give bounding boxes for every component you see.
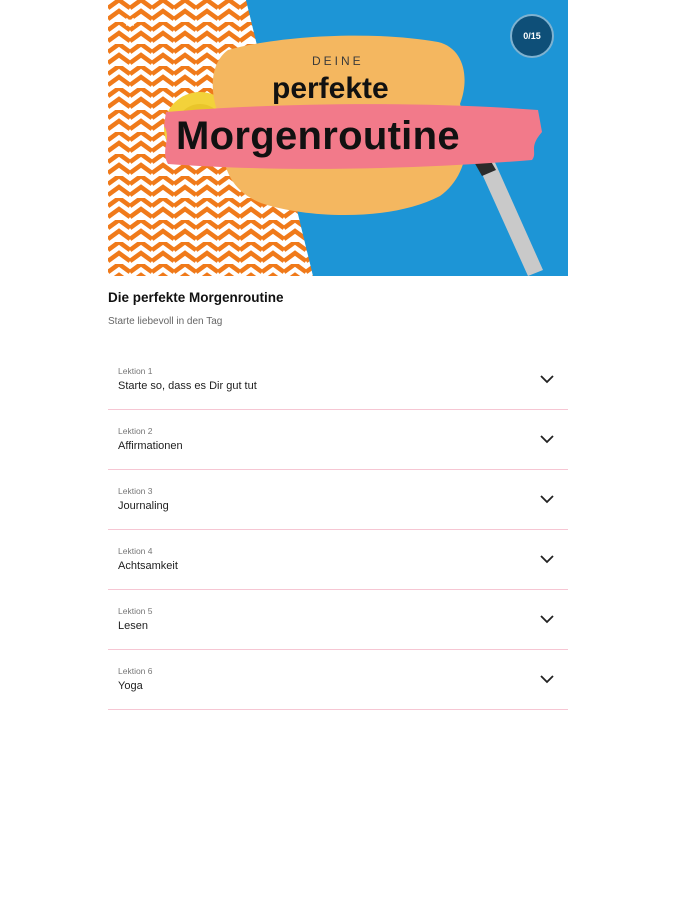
lesson-item-5[interactable] <box>108 590 568 650</box>
lesson-item-4[interactable] <box>108 530 568 590</box>
lesson-item-2[interactable] <box>108 410 568 470</box>
lesson-title: Achtsamkeit <box>118 560 178 572</box>
chevron-down-icon[interactable] <box>538 610 556 628</box>
lesson-item-3[interactable] <box>108 470 568 530</box>
lesson-number: Lektion 1 <box>118 366 153 376</box>
lesson-title: Starte so, dass es Dir gut tut <box>118 380 257 392</box>
lesson-title: Affirmationen <box>118 440 183 452</box>
lesson-item-1[interactable] <box>108 350 568 410</box>
hero-kicker-text: DEINE <box>312 54 364 68</box>
lesson-number: Lektion 5 <box>118 606 153 616</box>
course-subtitle: Starte liebevoll in den Tag <box>108 316 223 327</box>
lesson-number: Lektion 2 <box>118 426 153 436</box>
chevron-down-icon[interactable] <box>538 430 556 448</box>
close-icon: ✕ <box>124 14 136 30</box>
hero-headline-top: perfekte <box>272 72 389 105</box>
chevron-down-icon[interactable] <box>538 550 556 568</box>
lesson-list <box>108 350 568 710</box>
progress-count: 0/15 <box>523 31 541 41</box>
lesson-number: Lektion 4 <box>118 546 153 556</box>
lesson-item-6[interactable] <box>108 650 568 710</box>
course-hero-image <box>108 0 568 276</box>
lesson-title: Yoga <box>118 680 143 692</box>
hero-headline-main: Morgenroutine <box>176 114 460 158</box>
course-title: Die perfekte Morgenroutine <box>108 290 284 305</box>
lesson-title: Lesen <box>118 620 148 632</box>
chevron-down-icon[interactable] <box>538 370 556 388</box>
lesson-number: Lektion 3 <box>118 486 153 496</box>
chevron-down-icon[interactable] <box>538 490 556 508</box>
lesson-title: Journaling <box>118 500 169 512</box>
app-screen <box>108 0 568 900</box>
close-button[interactable] <box>120 12 140 32</box>
progress-badge <box>510 14 554 58</box>
lesson-number: Lektion 6 <box>118 666 153 676</box>
chevron-down-icon[interactable] <box>538 670 556 688</box>
